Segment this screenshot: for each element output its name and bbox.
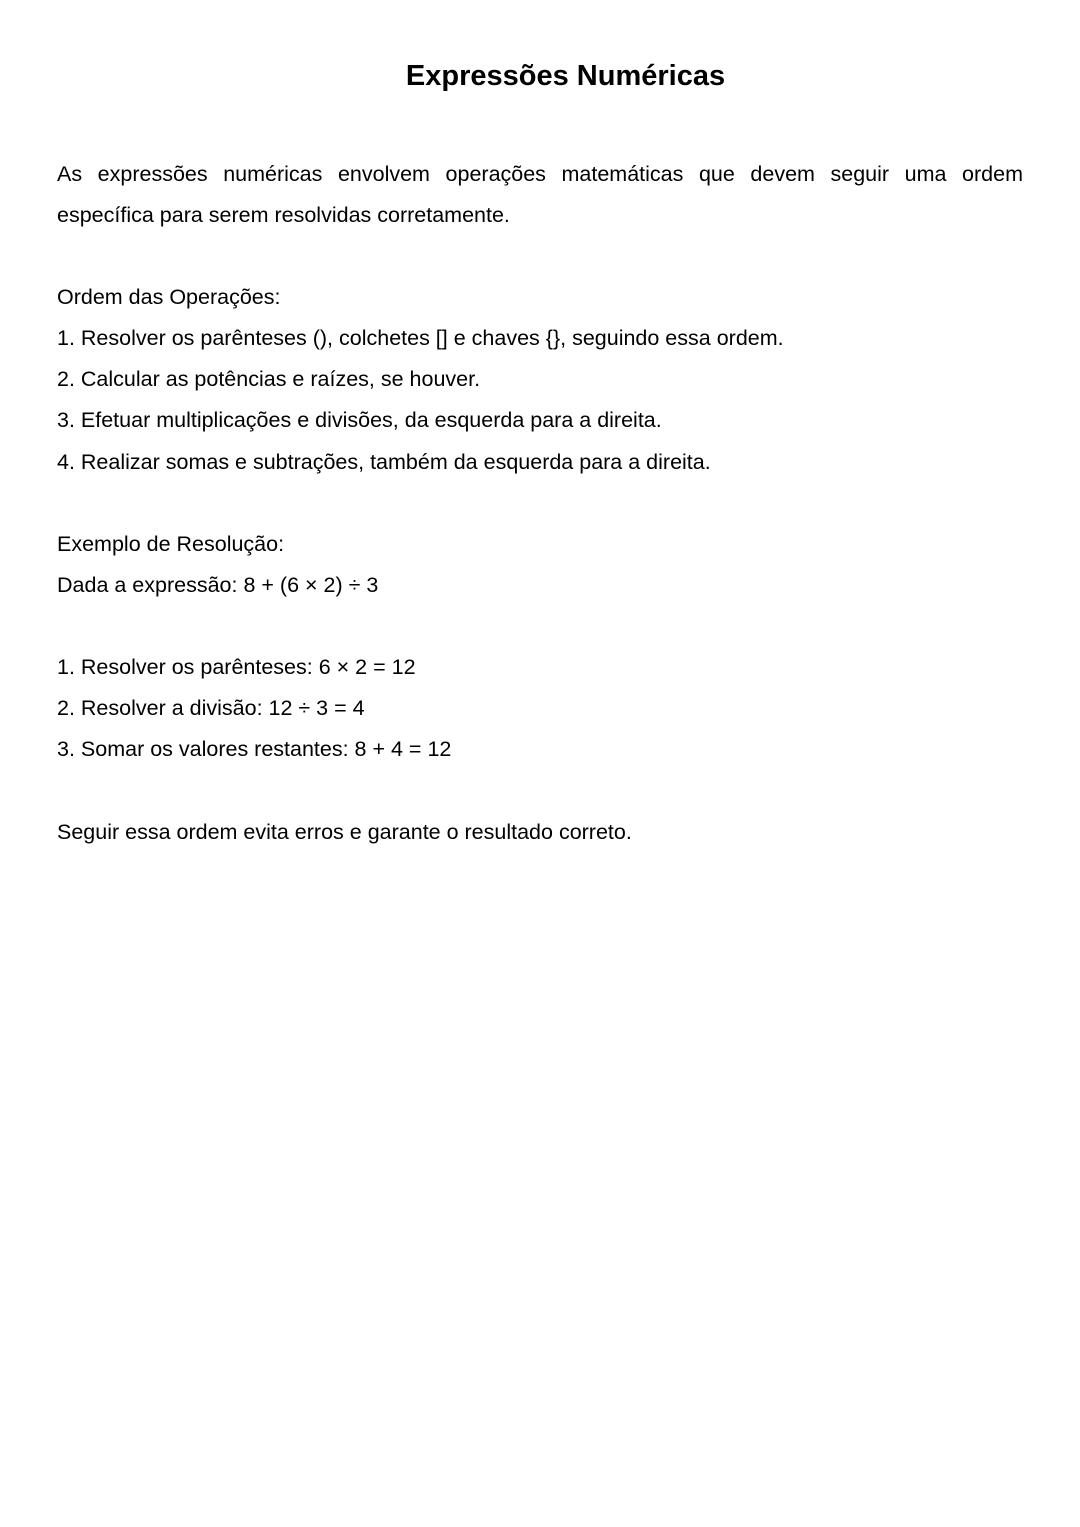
example-step: 2. Resolver a divisão: 12 ÷ 3 = 4 xyxy=(57,696,365,720)
example-heading: Exemplo de Resolução: xyxy=(57,532,285,556)
order-heading: Ordem das Operações: xyxy=(57,285,281,309)
order-item: 2. Calcular as potências e raízes, se houver. xyxy=(57,367,481,391)
conclusion-text: Seguir essa ordem evita erros e garante o resultado correto. xyxy=(57,820,632,844)
order-item: 4. Realizar somas e subtrações, também da esquerda para a direita. xyxy=(57,450,711,474)
intro-paragraph: As expressões numéricas envolvem operações matemáticas que devem seguir uma ordem específica para serem resolvidas corretamente. xyxy=(57,162,1023,227)
order-item: 1. Resolver os parênteses (), colchetes [] e chaves {}, seguindo essa ordem. xyxy=(57,326,784,350)
example-expression: Dada a expressão: 8 + (6 × 2) ÷ 3 xyxy=(57,573,379,597)
example-step: 3. Somar os valores restantes: 8 + 4 = 12 xyxy=(57,737,452,761)
page-title: Expressões Numéricas xyxy=(405,60,726,92)
example-step: 1. Resolver os parênteses: 6 × 2 = 12 xyxy=(57,655,416,679)
order-item: 3. Efetuar multiplicações e divisões, da esquerda para a direita. xyxy=(57,408,662,432)
